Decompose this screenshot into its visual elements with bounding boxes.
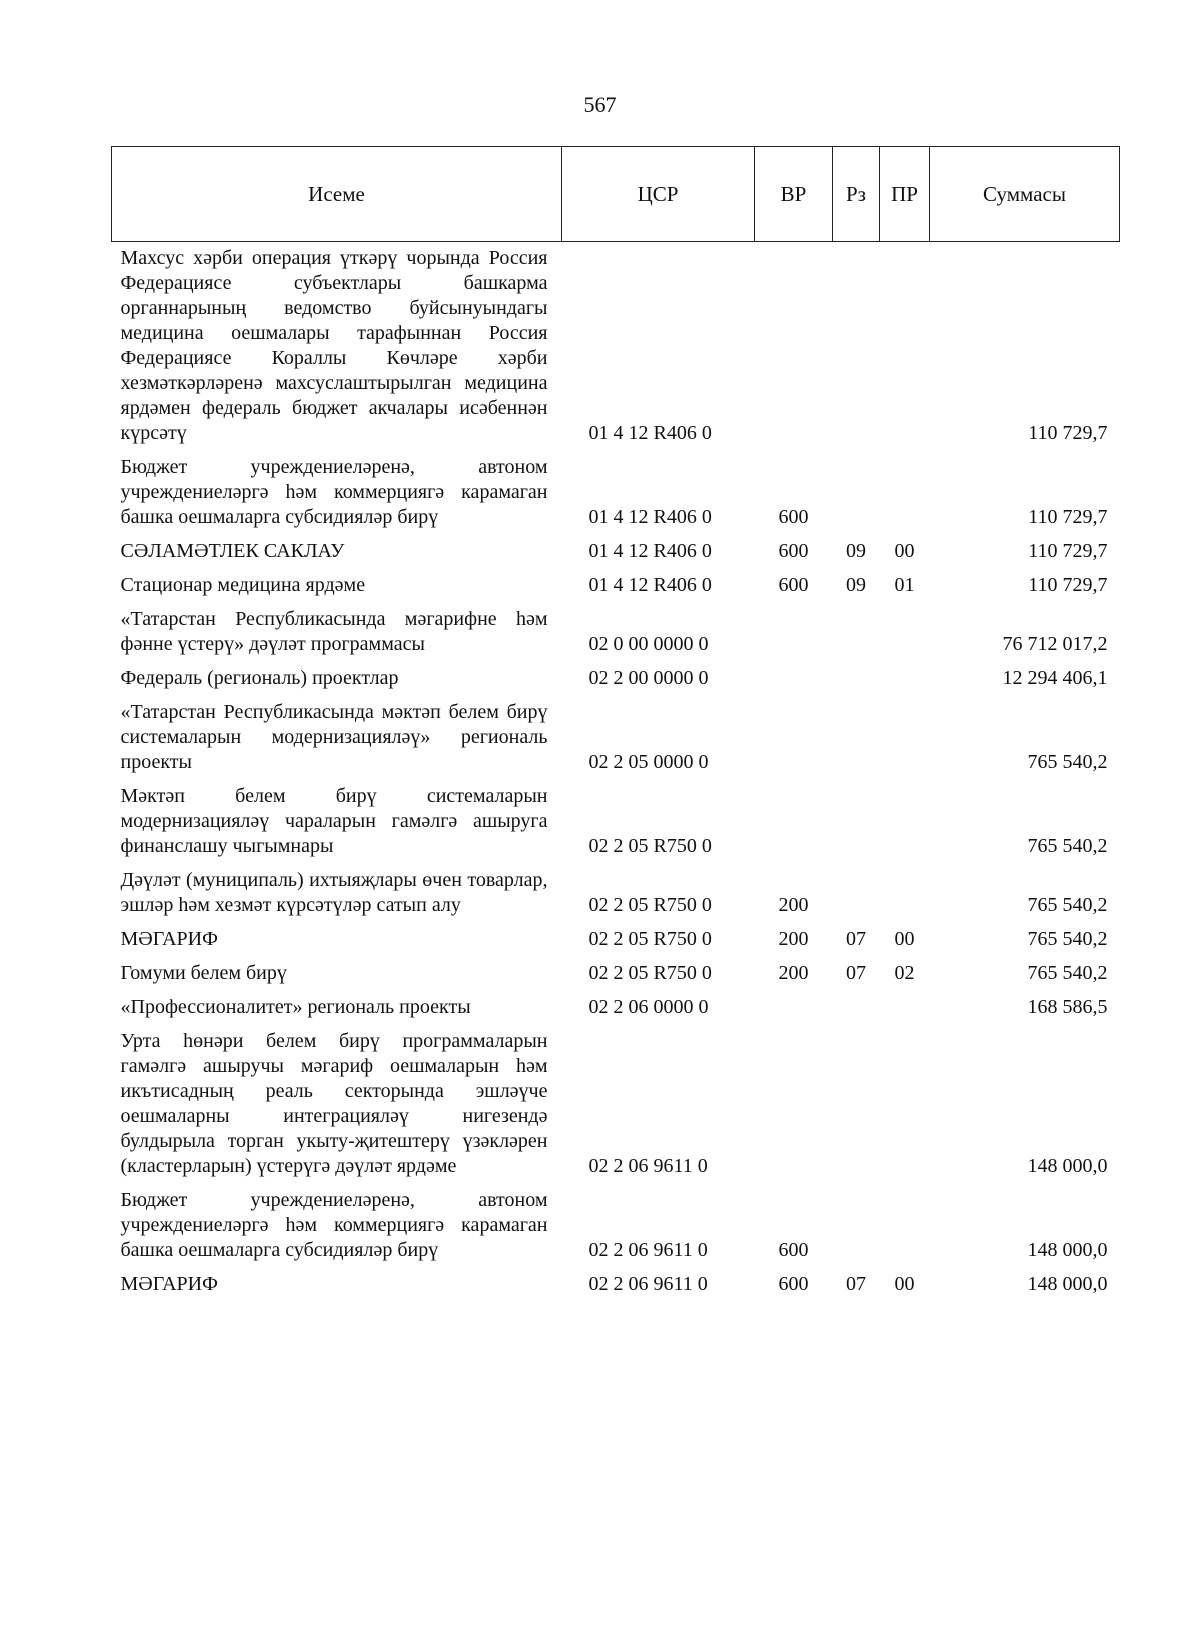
cell-rz [833,691,880,775]
cell-pr [880,1020,930,1179]
cell-vr [755,986,833,1020]
cell-vr [755,598,833,657]
cell-rz [833,775,880,859]
cell-rz: 07 [846,1273,866,1295]
cell-rz [833,1020,880,1179]
table-header [112,147,1120,242]
cell-sum: 765 540,2 [1027,835,1108,857]
cell-name: СӘЛАМӘТЛЕК САКЛАУ [120,540,345,562]
cell-vr [755,1020,833,1179]
header-csr: ЦСР [562,147,755,242]
cell-sum: 12 294 406,1 [1002,667,1108,689]
cell-csr: 02 2 05 R750 0 [588,928,712,950]
cell-vr: 600 [778,1239,809,1261]
cell-name: Махсус хәрби операция үткәрү чорында Россия Федерациясе субъектлары башкарма органнарының ведомство буйсынуындагы медицина оешмалары тарафыннан Россия Федерациясе Кораллы Көчләре хәрби хезмәткәрләренә махсуслаштырылган медицина ярдәмен федераль бюджет акчалары исәбеннән күрсәтү [120,247,548,444]
cell-name: Мәктәп белем бирү системаларын модернизацияләү чараларын гамәлгә ашыруга финанслашу чыгымнары [120,785,548,857]
table-row [112,1263,1120,1297]
header-name: Исеме [112,147,562,242]
cell-pr [880,1179,930,1263]
cell-name: Гомуми белем бирү [120,962,287,984]
cell-sum: 765 540,2 [1027,894,1108,916]
cell-csr: 02 2 06 9611 0 [588,1239,708,1261]
cell-csr: 01 4 12 R406 0 [588,506,712,528]
budget-table [111,146,1120,1297]
header-row [112,147,1120,242]
cell-name: Урта һөнәри белем бирү программаларын гамәлгә ашыручы мәгариф оешмаларын һәм икътисадның реаль секторында эшләүче оешмаларны интеграцияләү нигезендә булдырыла торган укыту-җитештерү үзәкләрен (кластерларын) үстерүгә дәүләт ярдәме [120,1030,548,1177]
table-row [112,446,1120,530]
cell-sum: 110 729,7 [1028,574,1108,596]
cell-sum: 148 000,0 [1027,1239,1108,1261]
cell-vr [755,242,833,447]
cell-vr: 600 [778,1273,809,1295]
cell-pr [880,598,930,657]
cell-pr: 02 [894,962,915,984]
cell-name: МӘГАРИФ [120,928,218,950]
cell-csr: 02 2 00 0000 0 [588,667,709,689]
cell-name: Бюджет учреждениеләренә, автоном учреждениеләргә һәм коммерциягә карамаган башка оешмаларга субсидияләр бирү [120,456,548,528]
cell-vr: 200 [778,962,809,984]
cell-vr: 600 [778,574,809,596]
cell-name: МӘГАРИФ [120,1273,218,1295]
table-row [112,530,1120,564]
cell-pr [880,242,930,447]
cell-rz [833,859,880,918]
table-row [112,598,1120,657]
cell-pr [880,446,930,530]
cell-pr: 01 [894,574,915,596]
cell-sum: 765 540,2 [1027,962,1108,984]
cell-rz: 07 [846,962,866,984]
cell-rz [833,986,880,1020]
cell-csr: 02 2 06 0000 0 [588,996,709,1018]
cell-sum: 110 729,7 [1028,540,1108,562]
cell-name: «Татарстан Республикасында мәгарифне һәм фәнне үстерү» дәүләт программасы [120,608,548,655]
page-number: 567 [583,92,617,117]
cell-sum: 168 586,5 [1027,996,1108,1018]
cell-csr: 02 0 00 0000 0 [588,633,709,655]
cell-csr: 02 2 05 R750 0 [588,894,712,916]
cell-pr [880,986,930,1020]
cell-vr: 200 [778,928,809,950]
table-row [112,242,1120,447]
table-row [112,691,1120,775]
cell-rz [833,1179,880,1263]
cell-vr [755,691,833,775]
cell-csr: 02 2 06 9611 0 [588,1273,708,1295]
cell-vr: 600 [778,540,809,562]
cell-sum: 110 729,7 [1028,506,1108,528]
cell-sum: 148 000,0 [1027,1155,1108,1177]
cell-pr: 00 [894,928,915,950]
cell-vr: 600 [778,506,809,528]
cell-pr [880,859,930,918]
cell-pr: 00 [894,540,915,562]
cell-rz [833,446,880,530]
cell-pr [880,691,930,775]
cell-csr: 01 4 12 R406 0 [588,540,712,562]
cell-name: Бюджет учреждениеләренә, автоном учреждениеләргә һәм коммерциягә карамаган башка оешмаларга субсидияләр бирү [120,1189,548,1261]
cell-name: Федераль (региональ) проектлар [120,667,399,689]
cell-csr: 02 2 05 R750 0 [588,835,712,857]
cell-pr [880,657,930,691]
header-sum: Суммасы [930,147,1120,242]
cell-name: Стационар медицина ярдәме [120,574,366,596]
cell-name: «Татарстан Республикасында мәктәп белем бирү системаларын модернизацияләү» региональ проекты [120,701,548,773]
cell-rz [833,598,880,657]
cell-csr: 01 4 12 R406 0 [588,422,712,444]
cell-name: «Профессионалитет» региональ проекты [120,996,471,1018]
table-row [112,1179,1120,1263]
cell-vr [755,657,833,691]
cell-sum: 765 540,2 [1027,928,1108,950]
table-row [112,657,1120,691]
cell-rz [833,657,880,691]
cell-sum: 110 729,7 [1028,422,1108,444]
cell-sum: 765 540,2 [1027,751,1108,773]
cell-pr: 00 [894,1273,915,1295]
header-vr: ВР [755,147,833,242]
cell-csr: 02 2 05 0000 0 [588,751,709,773]
table-row [112,564,1120,598]
table-row [112,918,1120,952]
table-row [112,986,1120,1020]
table-body [112,242,1120,1298]
cell-rz: 09 [846,540,866,562]
cell-rz [833,242,880,447]
cell-csr: 01 4 12 R406 0 [588,574,712,596]
cell-name: Дәүләт (муниципаль) ихтыяҗлары өчен товарлар, эшләр һәм хезмәт күрсәтүләр сатып алу [120,869,548,916]
cell-csr: 02 2 05 R750 0 [588,962,712,984]
table-row [112,775,1120,859]
table-row [112,1020,1120,1179]
cell-rz: 07 [846,928,866,950]
cell-rz: 09 [846,574,866,596]
cell-sum: 148 000,0 [1027,1273,1108,1295]
header-pr: ПР [880,147,930,242]
table-row [112,859,1120,918]
cell-vr: 200 [778,894,809,916]
cell-pr [880,775,930,859]
header-rz: Рз [833,147,880,242]
cell-sum: 76 712 017,2 [1002,633,1108,655]
table-row [112,952,1120,986]
cell-vr [755,775,833,859]
cell-csr: 02 2 06 9611 0 [588,1155,708,1177]
